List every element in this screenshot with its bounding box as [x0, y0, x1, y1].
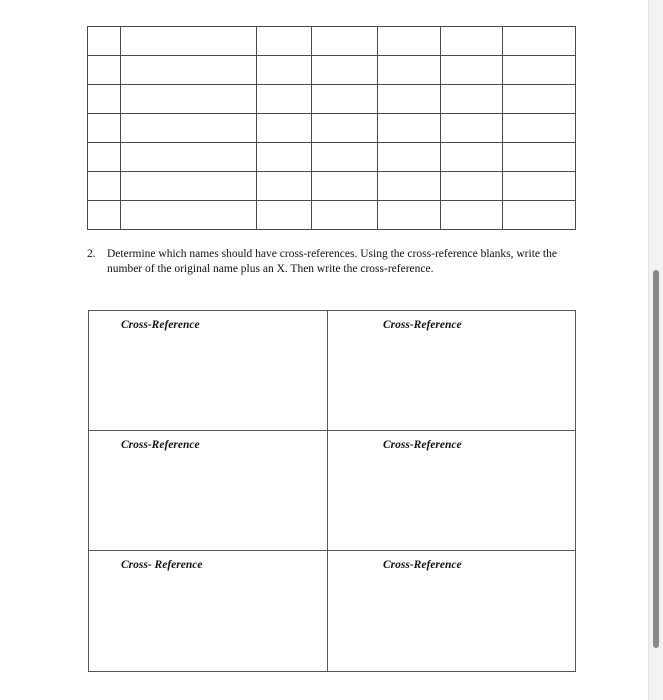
cross-reference-box[interactable] — [328, 551, 575, 671]
cross-reference-label: Cross-Reference — [383, 319, 462, 331]
cross-reference-label: Cross-Reference — [383, 559, 462, 571]
table-cell[interactable] — [378, 85, 441, 114]
table-cell[interactable] — [88, 114, 121, 143]
table-cell[interactable] — [88, 201, 121, 230]
table-cell[interactable] — [257, 143, 312, 172]
table-cell[interactable] — [257, 56, 312, 85]
table-cell[interactable] — [378, 56, 441, 85]
table-cell[interactable] — [441, 27, 503, 56]
scrollbar-thumb[interactable] — [653, 270, 659, 648]
table-cell[interactable] — [503, 143, 576, 172]
table-cell[interactable] — [312, 172, 378, 201]
table-cell[interactable] — [121, 85, 257, 114]
table-cell[interactable] — [312, 85, 378, 114]
cross-reference-box[interactable] — [89, 311, 328, 431]
table-cell[interactable] — [88, 27, 121, 56]
table-row — [88, 27, 576, 56]
cross-reference-label: Cross-Reference — [121, 439, 200, 451]
instruction-item — [87, 247, 567, 277]
table-cell[interactable] — [441, 201, 503, 230]
table-cell[interactable] — [312, 114, 378, 143]
table-row — [88, 114, 576, 143]
table-cell[interactable] — [378, 143, 441, 172]
blank-name-table — [87, 26, 576, 230]
cross-reference-box[interactable] — [328, 311, 575, 431]
table-cell[interactable] — [88, 85, 121, 114]
table-cell[interactable] — [503, 201, 576, 230]
table-cell[interactable] — [378, 172, 441, 201]
table-cell[interactable] — [312, 143, 378, 172]
table-cell[interactable] — [441, 172, 503, 201]
table-cell[interactable] — [257, 114, 312, 143]
table-cell[interactable] — [121, 143, 257, 172]
table-cell[interactable] — [121, 27, 257, 56]
cross-reference-label: Cross-Reference — [383, 439, 462, 451]
table-cell[interactable] — [121, 56, 257, 85]
table-cell[interactable] — [88, 143, 121, 172]
cross-reference-box[interactable] — [89, 551, 328, 671]
table-cell[interactable] — [503, 56, 576, 85]
table-cell[interactable] — [503, 27, 576, 56]
table-cell[interactable] — [121, 201, 257, 230]
table-cell[interactable] — [441, 114, 503, 143]
table-cell[interactable] — [312, 27, 378, 56]
table-cell[interactable] — [257, 85, 312, 114]
table-row — [88, 143, 576, 172]
table-cell[interactable] — [441, 85, 503, 114]
table-cell[interactable] — [503, 172, 576, 201]
cross-reference-label: Cross- Reference — [121, 559, 203, 571]
table-cell[interactable] — [378, 201, 441, 230]
table-cell[interactable] — [88, 56, 121, 85]
cross-reference-box[interactable] — [89, 431, 328, 551]
table-cell[interactable] — [378, 114, 441, 143]
table-cell[interactable] — [88, 172, 121, 201]
table-cell[interactable] — [441, 143, 503, 172]
table-row — [88, 172, 576, 201]
table-cell[interactable] — [257, 27, 312, 56]
instruction-text: Determine which names should have cross-references. Using the cross-reference blanks, write the number of the original name plus an X. Then write the cross-reference. — [107, 248, 557, 275]
table-row — [88, 56, 576, 85]
table-cell[interactable] — [378, 27, 441, 56]
table-cell[interactable] — [257, 201, 312, 230]
table-cell[interactable] — [312, 201, 378, 230]
table-cell[interactable] — [312, 56, 378, 85]
table-cell[interactable] — [121, 114, 257, 143]
cross-reference-grid — [88, 310, 576, 672]
instruction-number: 2. — [87, 248, 96, 260]
table-cell[interactable] — [441, 56, 503, 85]
table-cell[interactable] — [257, 172, 312, 201]
table-row — [88, 201, 576, 230]
table-row — [88, 85, 576, 114]
cross-reference-label: Cross-Reference — [121, 319, 200, 331]
table-cell[interactable] — [503, 114, 576, 143]
cross-reference-box[interactable] — [328, 431, 575, 551]
table-cell[interactable] — [121, 172, 257, 201]
table-cell[interactable] — [503, 85, 576, 114]
